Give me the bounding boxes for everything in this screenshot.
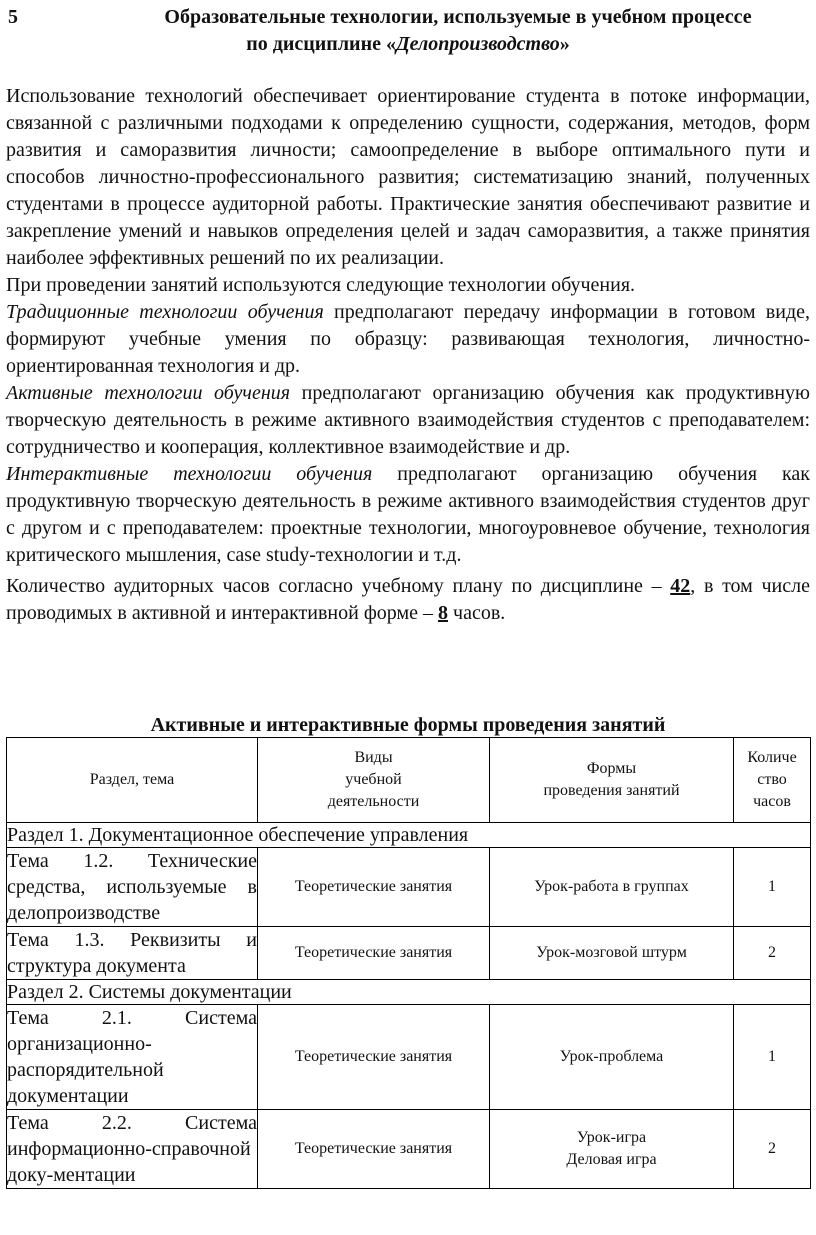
paragraph-interactive: Интерактивные технологии обучения предполагают организацию обучения как продуктивную творческую деятельность в режиме активного взаимодействия студентов друг с другом и с преподавателем: проектные технологии, многоуровневое обучение, технология критического мышления, case study-технологии и т.д. [6,463,810,566]
table-row [7,848,811,927]
section-row [7,980,811,1005]
table-title: Активные и интерактивные формы проведения занятий [150,714,666,736]
paragraph-intro: Использование технологий обеспечивает ориентирование студента в потоке информации, связанной с различными подходами к определению сущности, содержания, методов, форм развития и саморазвития личности; самоопределение в выборе оптимального пути и способов личностно-профессионального развития; систематизацию знаний, полученных студентами в процессе аудиторной работы. Практические занятия обеспечивают развитие и закрепление умений и навыков определения целей и задач саморазвития, а также принятия наиболее эффективных решений по их реализации. [6,85,810,269]
hours-cell: 2 [734,1110,811,1189]
paragraph-technologies: При проведении занятий используются следующие технологии обучения. [6,274,636,296]
table-row [7,1110,811,1189]
term-traditional: Традиционные технологии обучения [6,301,324,323]
table-row [7,1005,811,1110]
topic-cell: Тема 1.2. Технические средства, используемые в делопроизводстве [7,848,258,927]
hours-active: 8 [438,602,449,624]
section-1-label: Раздел 1. Документационное обеспечение управления [7,823,811,848]
table-header-row [7,738,811,823]
header-topic: Раздел, тема [7,738,258,823]
section-number: 5 [8,6,18,28]
activity-cell: Теоретические занятия [258,1005,490,1110]
header-hours: Количе ство часов [734,738,811,823]
activity-cell: Теоретические занятия [258,848,490,927]
hours-total: 42 [670,575,691,597]
paragraph-traditional: Традиционные технологии обучения предполагают передачу информации в готовом виде, формируют учебные умения по образцу: развивающая технология, личностно-ориентированная технология и др. [6,301,810,377]
header-activity: Виды учебной деятельности [258,738,490,823]
forms-cell: Урок-проблема [490,1005,734,1110]
topic-cell: Тема 2.2. Система информационно-справочной доку-ментации [7,1110,258,1189]
paragraph-hours: Количество аудиторных часов согласно учебному плану по дисциплине – 42, в том числе проводимых в активной и интерактивной форме – 8 часов. [6,575,810,624]
forms-cell: Урок-работа в группах [490,848,734,927]
hours-cell: 1 [734,848,811,927]
header-forms: Формы проведения занятий [490,738,734,823]
discipline-name: Делопроизводство [395,33,560,55]
section-row [7,823,811,848]
activity-cell: Теоретические занятия [258,1110,490,1189]
topic-cell: Тема 1.3. Реквизиты и структура документа [7,927,258,980]
forms-cell: Урок-игра Деловая игра [490,1110,734,1189]
topic-cell: Тема 2.1. Система организационно-распорядительной документации [7,1005,258,1110]
term-interactive: Интерактивные технологии обучения [6,463,373,485]
section-title-line1: Образовательные технологии, используемые в учебном процессе [164,6,752,28]
hours-cell: 1 [734,1005,811,1110]
term-active: Активные технологии обучения [6,382,291,404]
activity-cell: Теоретические занятия [258,927,490,980]
body-text [6,83,810,627]
section-title-line2: по дисциплине «Делопроизводство» [246,33,570,55]
paragraph-active: Активные технологии обучения предполагают организацию обучения как продуктивную творческую деятельность в режиме активного взаимодействия студентов с преподавателем: сотрудничество и кооперация, коллективное взаимодействие и др. [6,382,810,458]
section-2-label: Раздел 2. Системы документации [7,980,811,1005]
forms-table [6,737,811,1189]
hours-cell: 2 [734,927,811,980]
forms-cell: Урок-мозговой штурм [490,927,734,980]
table-row [7,927,811,980]
